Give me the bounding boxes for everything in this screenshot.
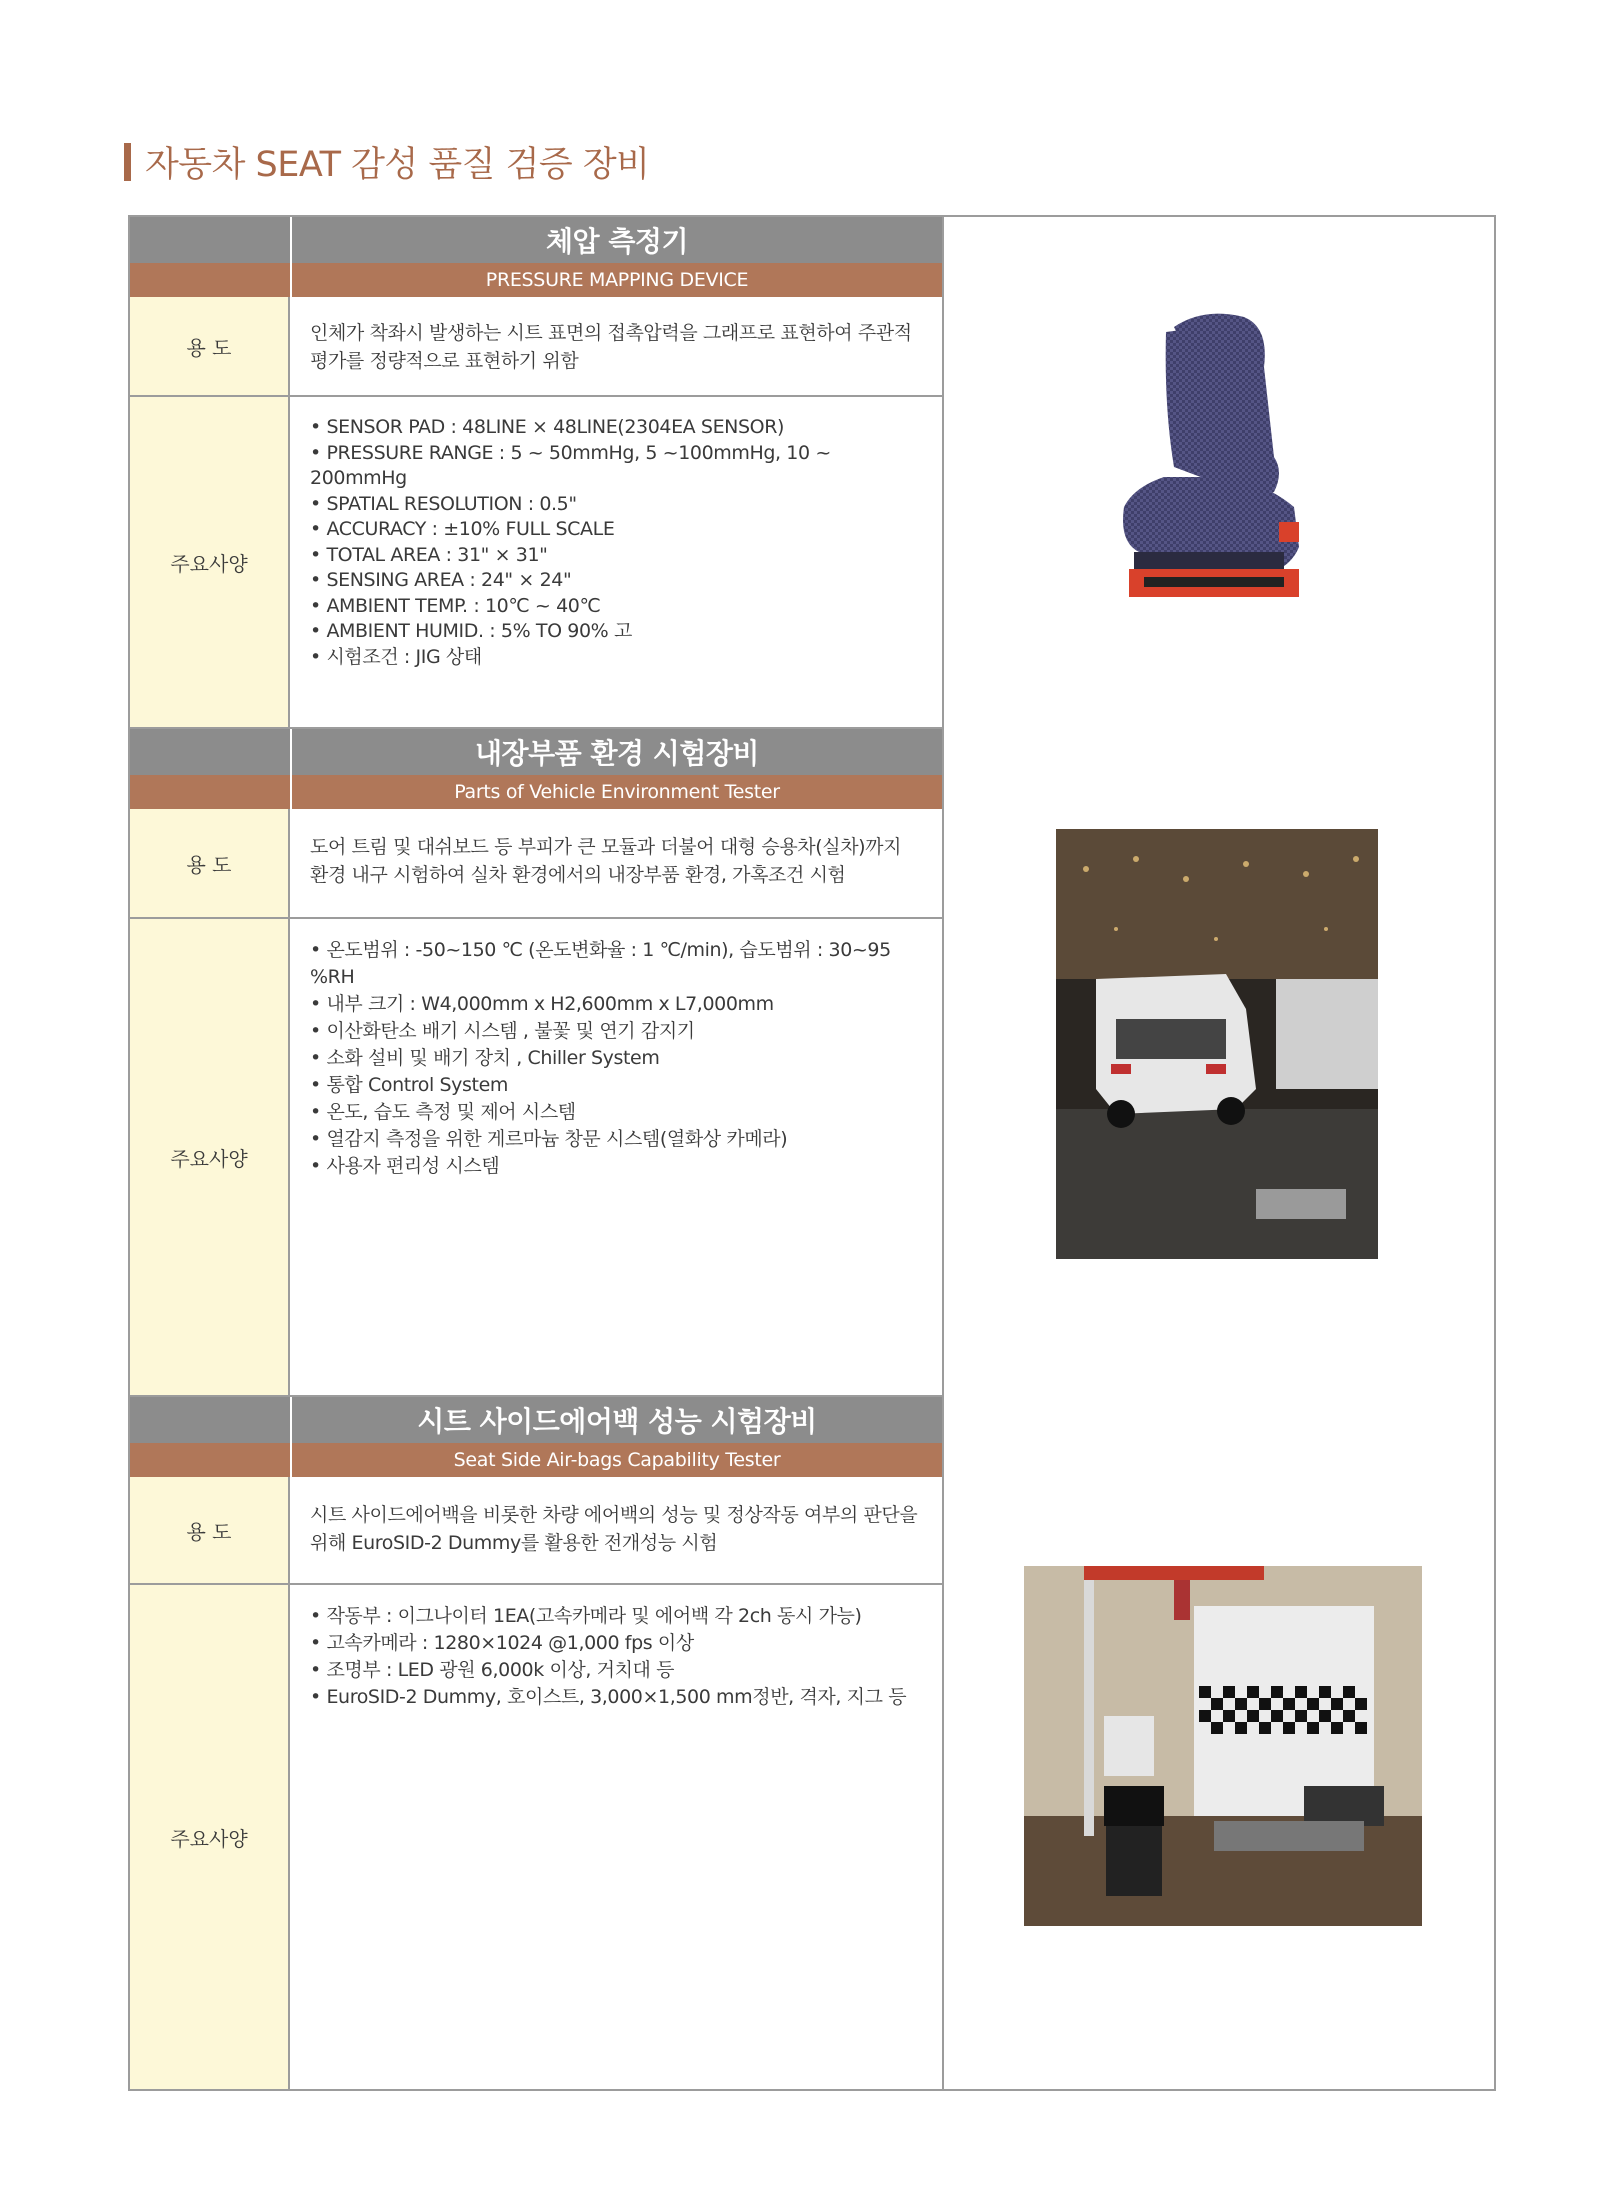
purpose-text: 시트 사이드에어백을 비롯한 차량 에어백의 성능 및 정상작동 여부의 판단을 위해 EuroSID-2 Dummy를 활용한 전개성능 시험 (310, 1504, 918, 1554)
spec-item: • 온도, 습도 측정 및 제어 시스템 (310, 1099, 922, 1126)
spec-item: • 조명부 : LED 광원 6,000k 이상, 거치대 등 (310, 1657, 922, 1684)
spec-item: • 고속카메라 : 1280×1024 @1,000 fps 이상 (310, 1630, 922, 1657)
specs-cell (290, 397, 942, 727)
purpose-text: 도어 트림 및 대쉬보드 등 부피가 큰 모듈과 더불어 대형 승용차(실차)까지 환경 내구 시험하여 실차 환경에서의 내장부품 환경, 가혹조건 시험 (310, 836, 902, 886)
spec-item: • 작동부 : 이그나이터 1EA(고속카메라 및 에어백 각 2ch 동시 가능) (310, 1603, 922, 1630)
purpose-label: 용 도 (130, 809, 290, 917)
spec-item: • 내부 크기 : W4,000mm x H2,600mm x L7,000mm (310, 991, 922, 1018)
section-pressure-mapping (130, 217, 1494, 727)
spec-item: • SENSOR PAD : 48LINE × 48LINE(2304EA SENSOR) (310, 415, 922, 441)
section-subtitle: PRESSURE MAPPING DEVICE (485, 269, 749, 291)
section-title: 체압 측정기 (546, 225, 688, 258)
purpose-label: 용 도 (130, 1477, 290, 1583)
purpose-text: 인체가 착좌시 발생하는 시트 표면의 접촉압력을 그래프로 표현하여 주관적 평가를 정량적으로 표현하기 위함 (310, 322, 912, 372)
environment-chamber-photo (1056, 829, 1378, 1259)
spec-item: • ACCURACY : ±10% FULL SCALE (310, 517, 922, 543)
equipment-table (128, 215, 1496, 2091)
spec-item: • SENSING AREA : 24" × 24" (310, 568, 922, 594)
seat-pressure-device-photo (1104, 307, 1324, 637)
image-cell (942, 727, 1494, 1395)
spec-item: • 이산화탄소 배기 시스템 , 불꽃 및 연기 감지기 (310, 1018, 922, 1045)
section-title: 내장부품 환경 시험장비 (475, 737, 759, 770)
specs-label: 주요사양 (130, 919, 290, 1395)
spec-item: • 사용자 편리성 시스템 (310, 1153, 922, 1180)
title-accent-bar (124, 143, 131, 181)
spec-item: • 온도범위 : -50~150 ℃ (온도변화율 : 1 ℃/min), 습도범위 : 30~95 %RH (310, 937, 922, 991)
spec-item: • SPATIAL RESOLUTION : 0.5" (310, 492, 922, 518)
page-title-text: 자동차 SEAT 감성 품질 검증 장비 (145, 145, 650, 185)
airbag-test-lab-photo (1024, 1566, 1422, 1926)
specs-label: 주요사양 (130, 1585, 290, 2089)
specs-cell (290, 919, 942, 1395)
spec-item: • 열감지 측정을 위한 게르마늄 창문 시스템(열화상 카메라) (310, 1126, 922, 1153)
spec-item: • 시험조건 : JIG 상태 (310, 645, 922, 671)
spec-item: • TOTAL AREA : 31" × 31" (310, 543, 922, 569)
section-environment-tester (130, 727, 1494, 1395)
specs-cell (290, 1585, 942, 2089)
spec-item: • 통합 Control System (310, 1072, 922, 1099)
section-subtitle: Seat Side Air-bags Capability Tester (453, 1449, 781, 1471)
section-title: 시트 사이드에어백 성능 시험장비 (417, 1405, 817, 1438)
spec-item: • PRESSURE RANGE : 5 ~ 50mmHg, 5 ~100mmHg, 10 ~ 200mmHg (310, 441, 922, 492)
spec-item: • 소화 설비 및 배기 장치 , Chiller System (310, 1045, 922, 1072)
image-cell (942, 1395, 1494, 2089)
purpose-label: 용 도 (130, 297, 290, 395)
specs-label: 주요사양 (130, 397, 290, 727)
section-airbag-tester (130, 1395, 1494, 2089)
section-subtitle: Parts of Vehicle Environment Tester (454, 781, 780, 803)
page-title (124, 140, 649, 184)
spec-item: • EuroSID-2 Dummy, 호이스트, 3,000×1,500 mm정반, 격자, 지그 등 (310, 1684, 922, 1711)
spec-item: • AMBIENT HUMID. : 5% TO 90% 고 (310, 619, 922, 645)
spec-item: • AMBIENT TEMP. : 10℃ ~ 40℃ (310, 594, 922, 620)
image-cell (942, 217, 1494, 727)
